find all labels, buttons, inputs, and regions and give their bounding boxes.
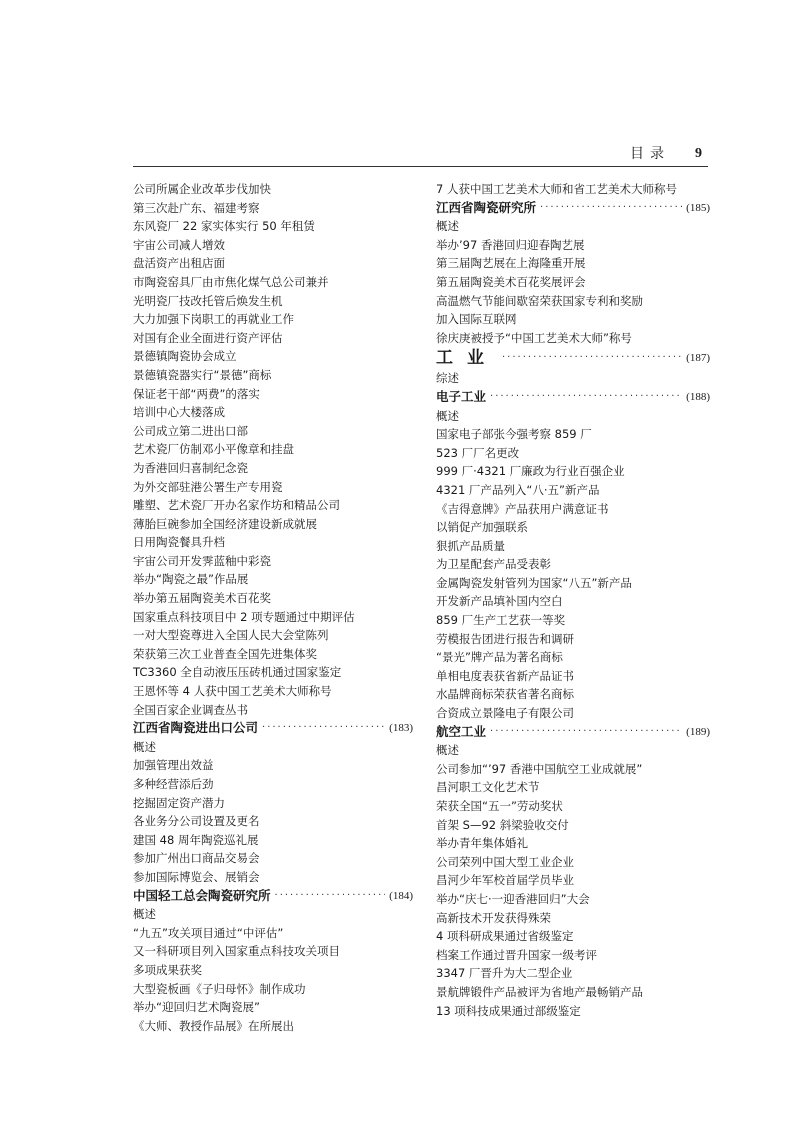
- toc-entry: [133, 849, 413, 868]
- toc-entry: [436, 630, 710, 649]
- toc-entry-text: 公司荣列中国大型工业企业: [436, 854, 574, 869]
- toc-entry: [133, 459, 413, 478]
- toc-entry: [436, 537, 710, 556]
- toc-entry: [436, 704, 710, 723]
- toc-entry: [133, 347, 413, 366]
- toc-entry-text: 13 项科技成果通过部级鉴定: [436, 1003, 581, 1018]
- toc-entry-text: TC3360 全自动液压压砖机通过国家鉴定: [133, 665, 342, 680]
- toc-entry: [436, 481, 710, 500]
- toc-page-number: (188): [686, 390, 710, 403]
- toc-entry-text: 公司所属企业改革步伐加快: [133, 182, 271, 196]
- toc-entry: [133, 831, 413, 850]
- leader-dots: [502, 347, 682, 369]
- toc-entry: [133, 496, 413, 515]
- toc-entry: [133, 515, 413, 534]
- toc-entry-text: 电子工业: [436, 388, 487, 404]
- toc-entry: [436, 407, 710, 426]
- header-rule: [133, 166, 708, 167]
- toc-entry-text: 日用陶瓷餐具升档: [133, 535, 225, 550]
- toc-entry: [133, 533, 413, 552]
- toc-entry: [436, 964, 710, 983]
- toc-entry-text: 国家重点科技项目中 2 项专题通过中期评估: [133, 609, 355, 624]
- toc-entry-text: 3347 厂晋升为大二型企业: [436, 966, 573, 981]
- toc-entry-text: 举办“庆七·一迎香港回归”大会: [436, 891, 590, 906]
- toc-entry: [133, 385, 413, 404]
- toc-section-entry: [436, 723, 710, 742]
- toc-entry-text: 劳模报告团进行报告和调研: [436, 631, 574, 646]
- toc-entry-text: 999 厂·4321 厂廉政为行业百强企业: [436, 464, 625, 479]
- toc-entry-text: 多项成果获奖: [133, 962, 202, 977]
- toc-entry-text: 高温燃气节能间歇窑荣获国家专利和奖励: [436, 293, 643, 308]
- toc-entry: [436, 797, 710, 816]
- toc-entry: [133, 217, 413, 236]
- toc-entry: [133, 868, 413, 887]
- toc-entry: [436, 834, 710, 853]
- leader-dots: [540, 199, 682, 218]
- toc-entry: [436, 853, 710, 872]
- toc-entry-text: 举办青年集体婚礼: [436, 836, 528, 851]
- toc-entry-text: 单相电度表获省新产品证书: [436, 668, 574, 683]
- toc-entry: [133, 626, 413, 645]
- toc-entry: [436, 816, 710, 835]
- toc-entry: [436, 760, 710, 779]
- toc-entry-text: 江西省陶瓷研究所: [436, 199, 537, 215]
- toc-entry-text: 概述: [436, 743, 459, 758]
- toc-entry-text: 宇宙公司开发霁蓝釉中彩瓷: [133, 553, 271, 568]
- toc-entry-text: 对国有企业全面进行资产评估: [133, 330, 283, 345]
- leader-dots: [275, 887, 386, 906]
- toc-entry-text: 各业务分公司设置及更名: [133, 814, 260, 829]
- toc-entry: [436, 555, 710, 574]
- toc-section-entry: [436, 388, 710, 407]
- toc-entry: [436, 574, 710, 593]
- toc-entry: [133, 738, 413, 757]
- toc-entry: [436, 462, 710, 481]
- toc-entry-text: 第三届陶艺展在上海隆重开展: [436, 256, 586, 271]
- toc-entry-text: 高新技术开发获得殊荣: [436, 910, 551, 925]
- leader-dots: [490, 723, 682, 742]
- toc-entry: [436, 592, 710, 611]
- toc-entry-text: 光明瓷厂技改托管后焕发生机: [133, 293, 283, 308]
- toc-entry-text: 荣获第三次工业普查全国先进集体奖: [133, 646, 317, 661]
- toc-entry-text: 参加广州出口商品交易会: [133, 851, 260, 866]
- toc-entry-text: 航空工业: [436, 723, 487, 739]
- toc-entry-text: 大型瓷板画《子归母怀》制作成功: [133, 981, 306, 996]
- toc-page-number: (183): [389, 722, 413, 735]
- toc-entry-text: 综述: [436, 371, 459, 386]
- toc-entry-text: 一对大型瓷尊进入全国人民大会堂陈列: [133, 628, 329, 643]
- toc-entry: [436, 927, 710, 946]
- toc-entry: [133, 1017, 413, 1036]
- toc-entry-text: 盘活资产出租店面: [133, 256, 225, 271]
- toc-entry: [436, 273, 710, 292]
- toc-entry: [436, 1002, 710, 1021]
- toc-entry-text: 宇宙公司减人增效: [133, 237, 225, 252]
- toc-entry: [133, 478, 413, 497]
- toc-entry: [436, 236, 710, 255]
- toc-entry: [133, 440, 413, 459]
- toc-entry: [133, 180, 413, 199]
- toc-entry-text: 概述: [133, 907, 156, 922]
- toc-entry: [133, 924, 413, 943]
- toc-section-entry: [436, 347, 710, 369]
- toc-entry-text: 《大师、教授作品展》在所展出: [133, 1018, 294, 1033]
- toc-entry: [436, 890, 710, 909]
- page-number: 9: [695, 146, 702, 161]
- toc-entry: [133, 961, 413, 980]
- toc-entry: [133, 998, 413, 1017]
- toc-entry-text: 昌河职工文化艺术节: [436, 780, 540, 795]
- toc-entry: [436, 741, 710, 760]
- toc-entry-text: 4 项科研成果通过省级鉴定: [436, 929, 574, 944]
- toc-entry-text: 狠抓产品质量: [436, 538, 505, 553]
- toc-entry-text: 挖掘固定资产潜力: [133, 795, 225, 810]
- toc-entry: [436, 518, 710, 537]
- toc-entry: [133, 608, 413, 627]
- toc-entry: [436, 871, 710, 890]
- toc-entry: [133, 422, 413, 441]
- toc-entry-text: 合资成立景隆电子有限公司: [436, 706, 574, 721]
- toc-entry-text: 以销促产加强联系: [436, 520, 528, 535]
- toc-section-entry: [436, 199, 710, 218]
- toc-entry-text: 建国 48 周年陶瓷巡礼展: [133, 832, 259, 847]
- toc-entry-text: 金属陶瓷发射管列为国家“八五”新产品: [436, 575, 632, 590]
- toc-page-number: (185): [686, 201, 710, 214]
- toc-entry-text: 水晶牌商标荣获省著名商标: [436, 687, 574, 702]
- toc-entry-text: 举办“陶瓷之最”作品展: [133, 572, 249, 587]
- toc-page-number: (187): [686, 352, 710, 365]
- toc-entry-text: 首架 S—92 斜梁验收交付: [436, 817, 569, 832]
- toc-entry-text: 国家电子部张今强考察 859 厂: [436, 427, 592, 442]
- toc-entry: [436, 180, 710, 199]
- toc-entry: [133, 199, 413, 218]
- toc-entry: [133, 366, 413, 385]
- toc-entry-text: 加入国际互联网: [436, 312, 517, 327]
- toc-entry: [436, 369, 710, 388]
- toc-entry: [436, 667, 710, 686]
- toc-entry: [133, 403, 413, 422]
- toc-entry: [133, 292, 413, 311]
- toc-entry: [436, 909, 710, 928]
- toc-right-column: [436, 180, 710, 1020]
- toc-entry: [133, 812, 413, 831]
- toc-entry: [133, 552, 413, 571]
- toc-entry-text: 为香港回归喜制纪念瓷: [133, 460, 248, 475]
- leader-dots: [490, 388, 682, 407]
- toc-entry: [133, 273, 413, 292]
- toc-entry-text: 《吉得意牌》产品获用户满意证书: [436, 501, 609, 516]
- toc-entry-text: 雕塑、艺术瓷厂开办名家作坊和精品公司: [133, 498, 340, 513]
- toc-entry-text: 公司成立第二进出口部: [133, 423, 248, 438]
- toc-entry-text: 保证老干部“两费”的落实: [133, 386, 260, 401]
- toc-entry-text: 概述: [436, 408, 459, 423]
- toc-entry: [436, 310, 710, 329]
- toc-entry-text: 7 人获中国工艺美术大师和省工艺美术大师称号: [436, 182, 677, 196]
- toc-entry-text: 全国百家企业调查丛书: [133, 702, 248, 717]
- toc-entry-text: 王恩怀等 4 人获中国工艺美术大师称号: [133, 684, 332, 699]
- toc-section-entry: [133, 719, 413, 738]
- toc-entry-text: 景航牌锻件产品被评为省地产最畅销产品: [436, 984, 643, 999]
- toc-entry-text: 荣获全国“五一”劳动奖状: [436, 799, 563, 813]
- toc-entry-text: 景德镇陶瓷协会成立: [133, 349, 237, 364]
- header-title: 目录: [630, 146, 670, 162]
- toc-entry-text: 又一科研项目列入国家重点科技攻关项目: [133, 944, 340, 959]
- toc-entry-text: 概述: [133, 739, 156, 754]
- toc-entry-text: 昌河少年军校首届学员毕业: [436, 873, 574, 888]
- toc-entry-text: 859 厂生产工艺获一等奖: [436, 613, 566, 628]
- toc-entry-text: 大力加强下岗职工的再就业工作: [133, 312, 294, 327]
- toc-entry: [133, 942, 413, 961]
- toc-entry-text: 举办“迎回归艺术陶瓷展”: [133, 1000, 260, 1015]
- toc-entry-text: 艺术瓷厂仿制邓小平像章和挂盘: [133, 442, 294, 457]
- toc-entry: [133, 794, 413, 813]
- toc-entry: [436, 329, 710, 348]
- toc-entry: [436, 778, 710, 797]
- toc-entry-text: 4321 厂产品列入“八·五”新产品: [436, 482, 600, 497]
- toc-entry: [436, 425, 710, 444]
- toc-entry: [133, 236, 413, 255]
- toc-page-number: (189): [686, 725, 710, 738]
- leader-dots: [262, 719, 385, 738]
- toc-entry-text: 东风瓷厂 22 家实体实行 50 年租赁: [133, 219, 315, 234]
- toc-entry: [133, 570, 413, 589]
- toc-entry: [133, 329, 413, 348]
- toc-entry-text: 举办’97 香港回归迎春陶艺展: [436, 237, 585, 252]
- toc-entry: [436, 444, 710, 463]
- toc-entry: [436, 946, 710, 965]
- toc-entry-text: 中国轻工总会陶瓷研究所: [133, 887, 271, 903]
- toc-entry-text: “景光”牌产品为著名商标: [436, 650, 563, 665]
- toc-entry: [133, 663, 413, 682]
- toc-entry-text: 523 厂厂名更改: [436, 445, 520, 460]
- toc-entry: [436, 983, 710, 1002]
- toc-entry-text: 加强管理出效益: [133, 758, 214, 773]
- toc-entry: [436, 648, 710, 667]
- page-header: [133, 145, 708, 165]
- toc-entry: [133, 775, 413, 794]
- toc-entry-text: 第五届陶瓷美术百花奖展评会: [436, 274, 586, 289]
- toc-entry: [133, 254, 413, 273]
- toc-entry: [436, 685, 710, 704]
- toc-entry-text: 工业: [436, 348, 498, 369]
- toc-entry: [436, 611, 710, 630]
- toc-entry-text: 档案工作通过晋升国家一级考评: [436, 947, 597, 962]
- toc-entry-text: 培训中心大楼落成: [133, 405, 225, 420]
- toc-entry: [133, 756, 413, 775]
- toc-entry-text: 景德镇瓷器实行“景德”商标: [133, 367, 272, 382]
- toc-entry-text: 公司参加“’97 香港中国航空工业成就展”: [436, 761, 643, 776]
- toc-entry: [436, 292, 710, 311]
- toc-entry-text: 薄胎巨碗参加全国经济建设新成就展: [133, 516, 317, 531]
- toc-page-number: (184): [389, 889, 413, 902]
- toc-entry-text: 概述: [436, 219, 459, 234]
- toc-entry: [133, 905, 413, 924]
- toc-section-entry: [133, 887, 413, 906]
- toc-left-column: [133, 180, 413, 1035]
- toc-entry-text: 参加国际博览会、展销会: [133, 869, 260, 884]
- toc-entry-text: 第三次赴广东、福建考察: [133, 200, 260, 215]
- toc-entry: [133, 701, 413, 720]
- toc-entry: [133, 589, 413, 608]
- toc-entry: [436, 500, 710, 519]
- toc-entry-text: 多种经营添后劲: [133, 777, 214, 791]
- toc-entry-text: 江西省陶瓷进出口公司: [133, 720, 259, 736]
- toc-entry: [133, 980, 413, 999]
- toc-entry-text: 为卫星配套产品受表彰: [436, 557, 551, 572]
- toc-entry: [436, 254, 710, 273]
- toc-entry-text: 开发新产品填补国内空白: [436, 594, 563, 609]
- toc-entry: [133, 310, 413, 329]
- toc-entry: [436, 217, 710, 236]
- toc-entry-text: 市陶瓷窑具厂由市焦化煤气总公司兼并: [133, 274, 329, 289]
- toc-entry: [133, 645, 413, 664]
- toc-entry: [133, 682, 413, 701]
- toc-entry-text: 为外交部驻港公署生产专用瓷: [133, 479, 283, 494]
- toc-entry-text: 徐庆庚被授予“中国工艺美术大师”称号: [436, 330, 632, 345]
- toc-entry-text: 举办第五届陶瓷美术百花奖: [133, 591, 271, 606]
- toc-entry-text: “九五”攻关项目通过“中评估”: [133, 925, 284, 940]
